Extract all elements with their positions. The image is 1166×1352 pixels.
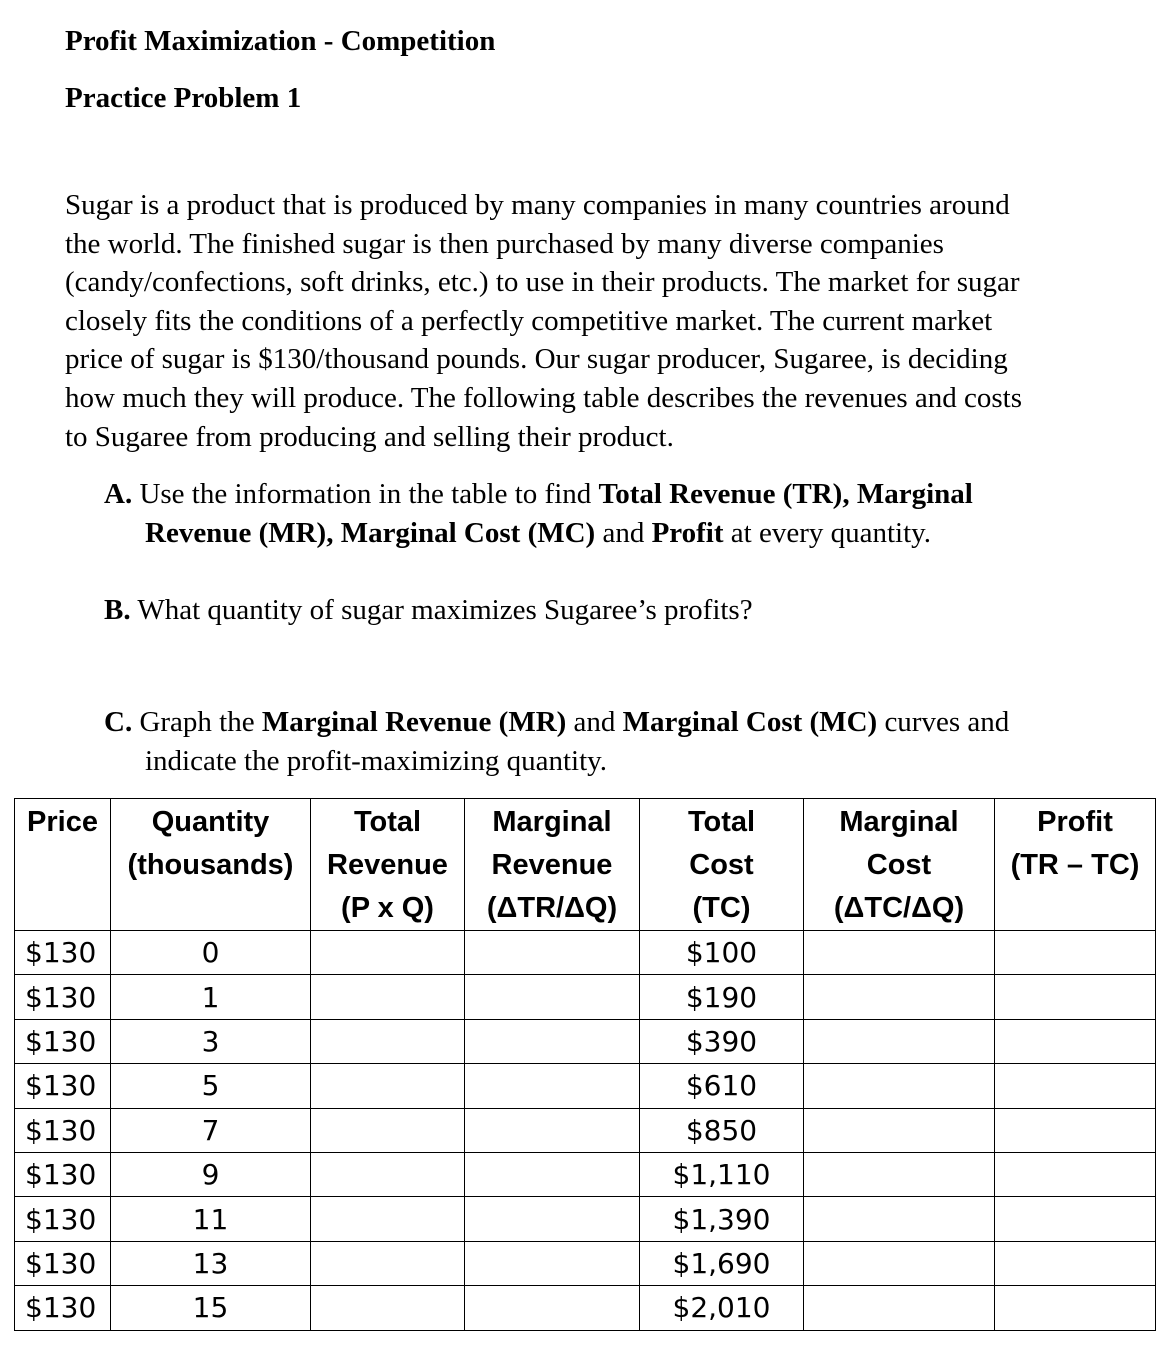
header-quantity-line: (thousands) [127,849,294,881]
profit-cell [995,1286,1156,1330]
problem-description [65,186,1125,456]
profit-cell [995,1152,1156,1196]
question-b-letter: B. [104,594,131,626]
table-row [15,1286,1156,1330]
price-cell: $130 [15,1286,111,1330]
intro-line: price of sugar is $130/thousand pounds. Our sugar producer, Sugaree, is deciding [65,343,1008,376]
marginal-revenue-cell [465,931,640,975]
question-a-text: and [595,516,652,549]
total-cost-cell: $850 [640,1108,804,1152]
total-revenue-cell [311,1108,465,1152]
intro-line: to Sugaree from producing and selling their product. [65,420,674,453]
header-marginal-revenue-line: Revenue [491,849,613,881]
quantity-cell: 15 [111,1286,311,1330]
price-cell: $130 [15,1019,111,1063]
intro-line: closely fits the conditions of a perfectly competitive market. The current market [65,304,993,337]
intro-line: the world. The finished sugar is then purchased by many diverse companies [65,227,944,260]
question-c-text: Graph the [132,706,262,738]
header-total-cost-line: Total [687,806,756,838]
table-row [15,1241,1156,1285]
total-revenue-cell [311,931,465,975]
header-total-cost-line: Cost [689,849,754,881]
header-marginal-cost [804,799,995,931]
question-a-bold: Total Revenue (TR), Marginal [598,478,973,510]
table-row [15,975,1156,1019]
table-row [15,1108,1156,1152]
price-cell: $130 [15,975,111,1019]
header-marginal-revenue [465,799,640,931]
price-cell: $130 [15,1064,111,1108]
quantity-cell: 3 [111,1019,311,1063]
quantity-cell: 5 [111,1064,311,1108]
marginal-cost-cell [804,931,995,975]
header-total-cost [640,799,804,931]
problem-subtitle: Practice Problem 1 [65,82,302,114]
total-revenue-cell [311,1241,465,1285]
header-total-revenue-line: Total [353,806,422,838]
question-b-text: What quantity of sugar maximizes Sugaree’s profits? [130,594,753,626]
marginal-revenue-cell [465,1108,640,1152]
profit-cell [995,931,1156,975]
total-revenue-cell [311,1019,465,1063]
total-cost-cell: $2,010 [640,1286,804,1330]
question-c-text: curves and [877,706,1010,738]
intro-line: Sugar is a product that is produced by many companies in many countries around [65,189,1010,221]
header-marginal-cost-line: Marginal [839,806,959,838]
marginal-cost-cell [804,1108,995,1152]
header-total-revenue-line: (P x Q) [341,892,434,924]
marginal-revenue-cell [465,1152,640,1196]
header-price [15,799,111,931]
total-cost-cell: $100 [640,931,804,975]
header-total-revenue [311,799,465,931]
table-row [15,1152,1156,1196]
question-c-text: and [566,706,623,738]
marginal-revenue-cell [465,1064,640,1108]
question-c-line-2: indicate the profit-maximizing quantity. [145,744,607,777]
question-c [104,703,1009,780]
marginal-cost-cell [804,1197,995,1241]
marginal-cost-cell [804,1064,995,1108]
quantity-cell: 11 [111,1197,311,1241]
total-cost-cell: $610 [640,1064,804,1108]
question-a-letter: A. [104,478,133,510]
question-c-bold: Marginal Cost (MC) [622,706,878,738]
marginal-revenue-cell [465,1019,640,1063]
marginal-revenue-cell [465,1197,640,1241]
total-cost-cell: $390 [640,1019,804,1063]
question-a [104,475,973,552]
question-a-bold: Profit [651,516,724,549]
quantity-cell: 7 [111,1108,311,1152]
table-row [15,1064,1156,1108]
total-revenue-cell [311,975,465,1019]
header-profit [995,799,1156,931]
price-cell: $130 [15,1152,111,1196]
quantity-cell: 13 [111,1241,311,1285]
header-quantity-line: Quantity [151,806,270,838]
price-cell: $130 [15,1197,111,1241]
quantity-cell: 1 [111,975,311,1019]
question-a-line-2 [104,514,973,553]
profit-cell [995,975,1156,1019]
revenue-cost-table [14,798,1156,1331]
table-row [15,931,1156,975]
quantity-cell: 0 [111,931,311,975]
document-title: Profit Maximization - Competition [65,25,496,57]
price-cell: $130 [15,931,111,975]
question-c-letter: C. [104,706,133,738]
total-cost-cell: $190 [640,975,804,1019]
marginal-cost-cell [804,975,995,1019]
header-profit-line: (TR – TC) [1010,849,1140,881]
question-c-line-1 [104,703,1009,742]
price-cell: $130 [15,1241,111,1285]
profit-cell [995,1019,1156,1063]
marginal-revenue-cell [465,1241,640,1285]
total-revenue-cell [311,1064,465,1108]
marginal-revenue-cell [465,1286,640,1330]
total-revenue-cell [311,1197,465,1241]
total-cost-cell: $1,390 [640,1197,804,1241]
intro-line: how much they will produce. The following table describes the revenues and costs [65,381,1023,414]
question-c-bold: Marginal Revenue (MR) [261,706,567,738]
quantity-cell: 9 [111,1152,311,1196]
question-a-line-1 [104,475,973,514]
marginal-revenue-cell [465,975,640,1019]
header-marginal-cost-line: (ΔTC/ΔQ) [833,892,965,924]
question-a-text: at every quantity. [723,516,932,549]
header-marginal-revenue-line: Marginal [492,806,612,838]
header-quantity [111,799,311,931]
marginal-cost-cell [804,1241,995,1285]
table-row [15,1019,1156,1063]
marginal-cost-cell [804,1286,995,1330]
profit-cell [995,1064,1156,1108]
table-row [15,1197,1156,1241]
header-total-revenue-line: Revenue [327,849,448,881]
marginal-cost-cell [804,1019,995,1063]
question-a-text: Use the information in the table to find [132,478,599,510]
table-header-row [15,799,1156,931]
marginal-cost-cell [804,1152,995,1196]
header-total-cost-line: (TC) [692,892,751,924]
question-b-line-1 [104,591,753,630]
question-a-bold: Revenue (MR), Marginal Cost (MC) [145,516,596,549]
profit-cell [995,1241,1156,1285]
total-cost-cell: $1,110 [640,1152,804,1196]
question-b [104,591,753,630]
header-profit-line: Profit [1037,806,1113,838]
header-marginal-cost-line: Cost [866,849,932,881]
total-cost-cell: $1,690 [640,1241,804,1285]
header-marginal-revenue-line: (ΔTR/ΔQ) [486,892,618,924]
header-price-line: Price [27,806,98,838]
total-revenue-cell [311,1286,465,1330]
total-revenue-cell [311,1152,465,1196]
intro-line: (candy/confections, soft drinks, etc.) to use in their products. The market for sugar [65,266,1020,299]
profit-cell [995,1108,1156,1152]
price-cell: $130 [15,1108,111,1152]
profit-cell [995,1197,1156,1241]
